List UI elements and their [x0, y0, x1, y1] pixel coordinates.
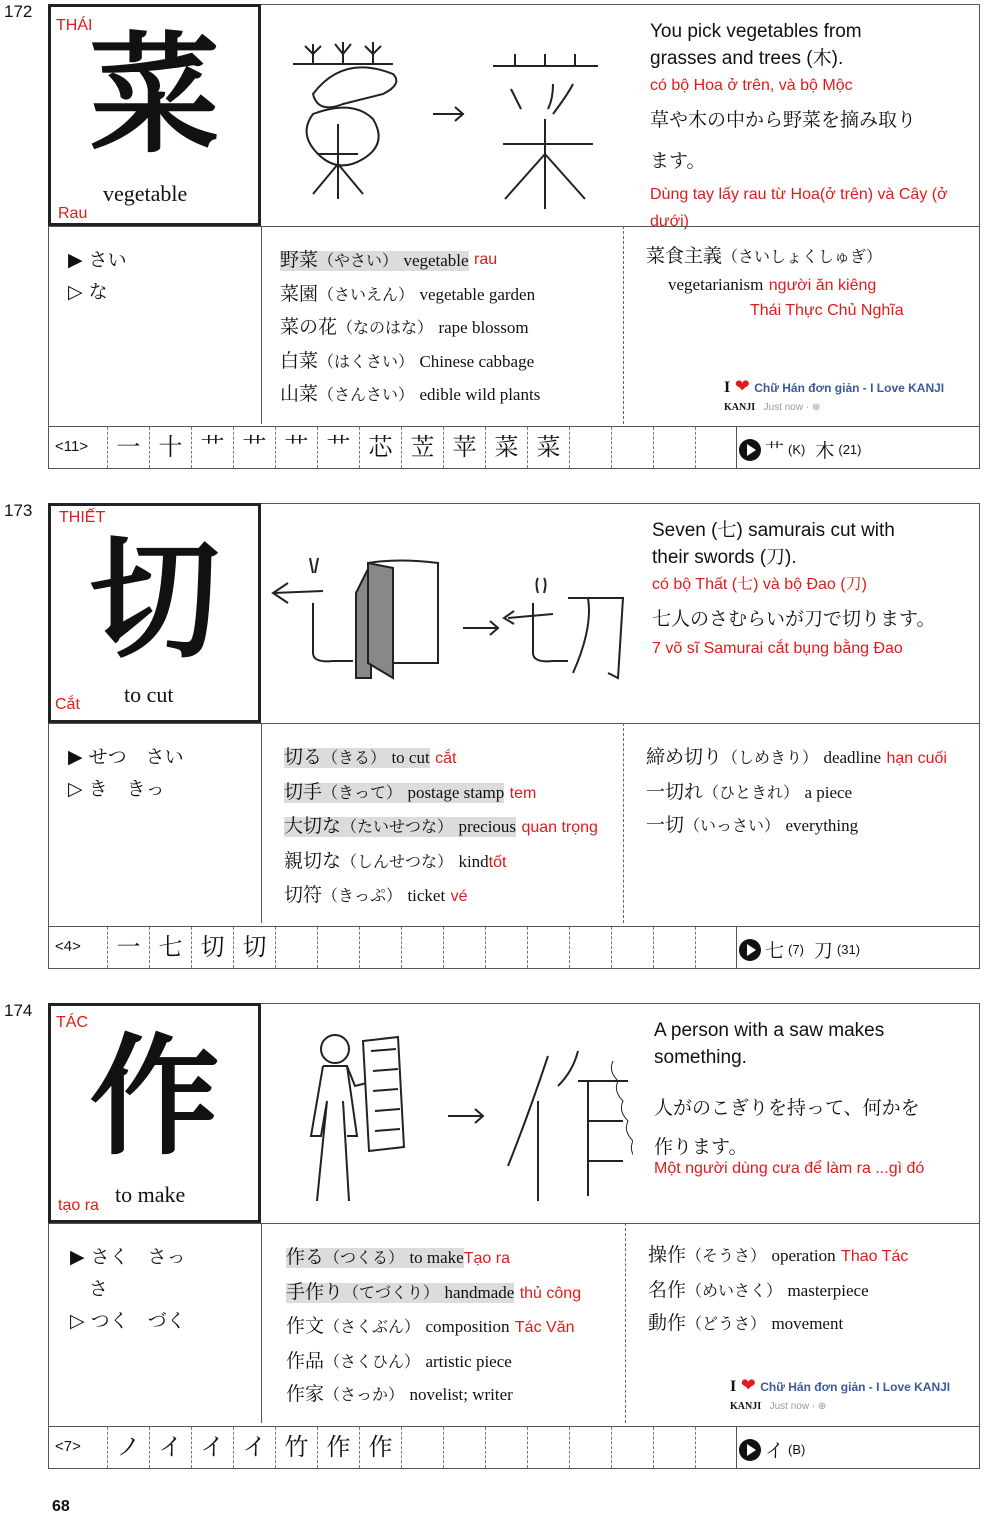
vocab-item	[646, 271, 904, 300]
vocab-english: movement	[771, 1314, 844, 1333]
stroke-step: 竹	[275, 1427, 317, 1468]
heart-icon: ❤	[734, 376, 750, 396]
vocab-english: handmade	[444, 1282, 515, 1302]
stroke-empty	[611, 427, 653, 468]
mnemonic-illustration	[293, 1021, 633, 1211]
vocab-english: vegetable garden	[419, 284, 536, 304]
stroke-empty	[695, 927, 737, 968]
play-icon[interactable]	[739, 939, 761, 961]
bottom-section-divider	[48, 226, 980, 227]
vocab-item	[280, 378, 540, 412]
vocab-word: 作る	[286, 1246, 325, 1268]
vietnamese-meaning: Rau	[58, 205, 88, 222]
stroke-empty	[485, 1427, 527, 1468]
mnemonic-description	[650, 18, 980, 235]
radical-2: 刀	[813, 940, 833, 962]
vocab-reading: （さっか）	[324, 1385, 405, 1404]
radical: 艹	[765, 440, 785, 462]
vocab-word: 名作	[648, 1278, 687, 1301]
vocab-item	[648, 1239, 908, 1274]
vocab-vietnamese: vé	[450, 888, 468, 905]
description-en-line2: grasses and trees (木).	[650, 48, 844, 69]
stroke-empty	[443, 927, 485, 968]
vocab-word: 動作	[648, 1312, 687, 1334]
vocab-word: 野菜	[280, 249, 319, 271]
stroke-step: 菜	[485, 427, 527, 468]
vocab-reading: （はくさい）	[318, 351, 415, 371]
stroke-empty	[443, 1427, 485, 1468]
vocab-vietnamese: tốt	[488, 853, 507, 871]
vocab-word: 白菜	[280, 349, 319, 372]
badge-timestamp: Just now · ⊕	[769, 1401, 827, 1412]
vietnamese-meaning: Cắt	[55, 696, 80, 713]
stroke-empty	[359, 927, 401, 968]
vocab-item	[280, 278, 540, 312]
radical: 七	[765, 940, 785, 962]
vocabulary-list-2	[648, 1239, 908, 1341]
vocab-word: 一切れ	[646, 780, 704, 803]
reading-on-2: さ	[70, 1278, 109, 1300]
readings	[70, 1241, 186, 1337]
stroke-step: イ	[149, 1427, 191, 1468]
reading-on: ▶ さい	[68, 249, 127, 271]
radical-info	[739, 936, 860, 963]
vietnamese-meaning: tạo ra	[58, 1197, 99, 1214]
vocab-word: 切符	[284, 884, 323, 906]
column-divider-dashed	[625, 1223, 626, 1423]
vocab-vietnamese: Tác Văn	[514, 1319, 575, 1336]
radical-info	[739, 1436, 805, 1463]
play-icon[interactable]	[739, 439, 761, 461]
bottom-section-divider	[48, 1223, 980, 1224]
stroke-count: <11>	[55, 438, 89, 455]
kanji-character: 切	[89, 523, 220, 676]
badge-kanji: KANJI	[730, 1401, 762, 1412]
vocab-reading: （さいえん）	[318, 284, 415, 304]
radical-code: (B)	[788, 1442, 806, 1457]
reading-on: ▶ せつ さい	[68, 746, 184, 768]
column-divider	[261, 226, 262, 424]
stroke-empty	[611, 927, 653, 968]
vocab-reading: （さくひん）	[324, 1351, 421, 1371]
vocab-vietnamese: thủ công	[519, 1284, 582, 1302]
vocab-item	[646, 741, 947, 776]
sino-vietnamese-label: THIẾT	[59, 509, 106, 526]
vocab-word: 大切な	[284, 815, 342, 837]
readings	[68, 741, 184, 805]
vocab-english: operation	[771, 1246, 836, 1265]
reading-kun: ▷ な	[68, 281, 108, 303]
stroke-empty	[611, 1427, 653, 1468]
vocab-reading: （さいしょくしゅぎ）	[722, 247, 883, 266]
vocab-item	[646, 809, 947, 843]
stroke-empty	[275, 927, 317, 968]
vocab-word: 親切な	[284, 849, 342, 872]
vocab-english: a piece	[804, 782, 853, 802]
stroke-step: 艹	[191, 427, 233, 468]
vocab-reading: （しめきり）	[722, 748, 819, 767]
vocabulary-list	[286, 1241, 581, 1412]
stroke-empty	[527, 927, 569, 968]
vocab-item	[284, 879, 598, 914]
vocab-vietnamese: rau	[473, 251, 498, 268]
stroke-step: 芯	[359, 427, 401, 468]
vocab-item	[648, 1307, 908, 1341]
badge-page-name: Chữ Hán đơn giản - I Love KANJI	[754, 381, 945, 395]
play-icon[interactable]	[739, 1439, 761, 1461]
stroke-step: イ	[233, 1427, 275, 1468]
stroke-empty	[485, 927, 527, 968]
reading-on: ▶ さく さっ	[70, 1246, 186, 1268]
vietnamese-note-2: Dùng tay lấy rau từ Hoa(ở trên) và Cây (ở dưới)	[650, 186, 948, 230]
bottom-section-divider	[48, 723, 980, 724]
vocab-reading: （そうさ）	[686, 1246, 767, 1265]
stroke-empty	[401, 927, 443, 968]
vocab-item	[646, 776, 947, 810]
stroke-empty	[653, 927, 695, 968]
badge-i: I	[730, 1378, 737, 1395]
vocabulary-list	[280, 244, 540, 412]
readings	[68, 244, 127, 308]
vocab-word: 操作	[648, 1244, 687, 1266]
stroke-empty	[317, 927, 359, 968]
vocab-reading: （てづくり）	[343, 1282, 440, 1302]
kanji-card-172	[4, 2, 980, 469]
vocabulary-list	[284, 741, 598, 914]
stroke-empty	[569, 1427, 611, 1468]
vocab-item	[284, 776, 598, 811]
english-meaning: to make	[115, 1182, 186, 1207]
vocab-reading: （たいせつな）	[341, 817, 454, 836]
badge-i: I	[724, 379, 731, 396]
stroke-step: 艹	[317, 427, 359, 468]
radical-info	[739, 436, 862, 463]
vocab-vietnamese: cắt	[435, 750, 457, 767]
mnemonic-description	[652, 517, 982, 662]
kanji-card-173	[4, 501, 980, 969]
stroke-empty	[527, 1427, 569, 1468]
vocab-english: Chinese cabbage	[419, 351, 535, 371]
description-jp-line2: ます。	[650, 150, 706, 172]
mnemonic-illustration	[283, 24, 623, 214]
vocab-vietnamese: quan trọng	[521, 819, 598, 836]
radical-code-2: (31)	[836, 942, 861, 957]
vocab-english: rape blossom	[438, 318, 529, 337]
vocab-word: 切る	[284, 746, 323, 768]
stroke-step: 苙	[401, 427, 443, 468]
kanji-box	[48, 1003, 261, 1223]
vocab-english: artistic piece	[425, 1351, 512, 1371]
kanji-box	[48, 4, 261, 226]
vocab-word: 山菜	[280, 383, 319, 405]
vocab-word: 菜食主義	[646, 245, 723, 267]
sino-vietnamese-label: TÁC	[56, 1014, 88, 1031]
vocab-word: 作家	[286, 1383, 325, 1405]
badge-page-name: Chữ Hán đơn giản - I Love KANJI	[760, 1380, 951, 1394]
english-meaning: vegetable	[103, 181, 188, 206]
stroke-empty	[569, 927, 611, 968]
vocab-vietnamese: tem	[509, 784, 537, 802]
stroke-step: ノ	[107, 1427, 149, 1468]
vocab-item	[646, 300, 904, 321]
entry-number: 174	[4, 1001, 33, 1020]
vocab-english: ticket	[407, 886, 446, 905]
vocab-word: 作品	[286, 1349, 325, 1372]
mnemonic-description	[654, 1017, 984, 1182]
stroke-empty	[569, 427, 611, 468]
vocab-english: kind	[458, 851, 489, 871]
stroke-step: 切	[233, 927, 275, 968]
vocab-reading: （きる）	[322, 748, 387, 767]
vocab-english: vegetable	[403, 251, 469, 270]
vocab-reading: （ひときれ）	[703, 782, 800, 802]
description-en-line2: their swords (刀).	[652, 547, 797, 568]
description-jp-line1: 七人のさむらいが刀で切ります。	[652, 608, 936, 630]
column-divider	[261, 723, 262, 923]
stroke-step: 一	[107, 427, 149, 468]
vocab-word: 一切	[646, 814, 685, 836]
vocab-english: postage stamp	[407, 782, 505, 802]
column-divider	[261, 1223, 262, 1423]
vocab-reading: （さんさい）	[318, 385, 415, 404]
badge-timestamp: Just now · ⊕	[763, 402, 821, 413]
stroke-step: 一	[107, 927, 149, 968]
vocab-english: deadline	[823, 748, 882, 767]
kanji-character: 作	[89, 1020, 220, 1173]
reading-kun: ▷ き きっ	[68, 778, 165, 800]
stroke-step: 艹	[275, 427, 317, 468]
vocabulary-list-2	[646, 741, 947, 843]
stroke-step: 十	[149, 427, 191, 468]
vocab-item	[286, 1276, 581, 1311]
vocab-item	[286, 1310, 581, 1345]
stroke-empty	[653, 427, 695, 468]
vocab-reading: （さくぶん）	[324, 1317, 421, 1336]
vocab-word: 手作り	[286, 1280, 344, 1303]
stroke-count: <4>	[55, 938, 81, 955]
stroke-step: 七	[149, 927, 191, 968]
vocab-vietnamese: hạn cuối	[886, 750, 947, 767]
vocab-item	[284, 810, 598, 845]
vocab-english: masterpiece	[787, 1280, 869, 1300]
stroke-order-row	[48, 426, 980, 469]
vietnamese-note-1: có bộ Thất (七) và bộ Đao (刀)	[652, 576, 867, 593]
stroke-step: 艹	[233, 427, 275, 468]
vocab-reading: （しんせつな）	[341, 851, 454, 871]
vocab-reading: （いっさい）	[684, 816, 781, 835]
description-en-line1: You pick vegetables from	[650, 21, 862, 42]
radical-code: (7)	[788, 942, 804, 957]
vocab-english: edible wild plants	[419, 385, 541, 404]
stroke-step: 苹	[443, 427, 485, 468]
radical-code-2: (21)	[838, 442, 862, 457]
badge-kanji: KANJI	[724, 402, 756, 413]
vocab-item	[646, 242, 904, 271]
stroke-step: 切	[191, 927, 233, 968]
sino-vietnamese-label: THÁI	[56, 17, 93, 34]
kanji-character: 菜	[89, 18, 220, 171]
english-meaning: to cut	[124, 682, 174, 707]
column-divider-dashed	[623, 723, 624, 923]
vocab-item	[286, 1241, 581, 1276]
vocab-reading: （きっぷ）	[322, 886, 403, 905]
vocab-reading: （つくる）	[324, 1248, 405, 1267]
entry-number: 173	[4, 501, 33, 520]
radical-code: (K)	[788, 442, 806, 457]
vocab-word: 菜園	[280, 282, 319, 305]
stroke-step: 菜	[527, 427, 569, 468]
description-en-line1: A person with a saw makes	[654, 1020, 885, 1041]
vocab-item	[280, 311, 540, 345]
vocab-item	[284, 741, 598, 776]
vocab-vietnamese: Thao Tác	[841, 1248, 909, 1265]
mnemonic-illustration	[268, 543, 628, 683]
vocab-reading: （なのはな）	[337, 318, 434, 337]
stroke-count: <7>	[55, 1438, 81, 1455]
vocab-vietnamese: Thái Thực Chủ Nghĩa	[750, 302, 904, 319]
vocab-reading: （きって）	[322, 782, 403, 802]
vocab-english: precious	[458, 817, 517, 836]
stroke-step: 作	[359, 1427, 401, 1468]
vietnamese-note-2: 7 võ sĩ Samurai cắt bụng bằng Đao	[652, 640, 903, 657]
vocab-reading: （めいさく）	[686, 1280, 783, 1300]
vocab-item	[280, 244, 540, 278]
kanji-card-174	[4, 1001, 980, 1469]
vocab-item	[280, 345, 540, 379]
vocab-english: novelist; writer	[409, 1385, 513, 1404]
vietnamese-note-2: Một người dùng cưa để làm ra ...gì đó	[654, 1160, 925, 1177]
description-jp-line1: 人がのこぎりを持って、何かを	[654, 1097, 920, 1119]
column-divider-dashed	[623, 226, 624, 424]
facebook-page-badge	[730, 1375, 950, 1414]
vocab-english: everything	[785, 816, 859, 835]
vocab-word: 切手	[284, 780, 323, 803]
stroke-step: 作	[317, 1427, 359, 1468]
vocab-word: 菜の花	[280, 316, 338, 338]
vocab-word: 締め切り	[646, 746, 723, 768]
vocabulary-list-2	[646, 242, 904, 321]
stroke-empty	[653, 1427, 695, 1468]
heart-icon: ❤	[740, 1375, 756, 1395]
vocab-english: to cut	[391, 748, 430, 767]
radical: イ	[765, 1440, 785, 1462]
reading-kun: ▷ つく づく	[70, 1310, 186, 1332]
vocab-vietnamese: Tạo ra	[463, 1250, 510, 1267]
vocab-english: composition	[425, 1317, 510, 1336]
description-en-line2: something.	[654, 1047, 747, 1068]
entry-number: 172	[4, 2, 33, 21]
stroke-step: イ	[191, 1427, 233, 1468]
description-jp-line2: 作ります。	[654, 1136, 748, 1158]
stroke-order-row	[48, 1426, 980, 1469]
vocab-item	[648, 1274, 908, 1308]
vocab-reading: （どうさ）	[686, 1314, 767, 1333]
description-en-line1: Seven (七) samurais cut with	[652, 520, 895, 541]
page-number: 68	[52, 1498, 70, 1515]
stroke-empty	[695, 427, 737, 468]
vocab-vietnamese: người ăn kiêng	[768, 277, 877, 294]
stroke-empty	[401, 1427, 443, 1468]
kanji-box	[48, 503, 261, 723]
vocab-reading: （やさい）	[318, 251, 399, 270]
vocab-item	[286, 1378, 581, 1412]
stroke-empty	[695, 1427, 737, 1468]
radical-2: 木	[815, 440, 835, 462]
vocab-item	[286, 1345, 581, 1379]
vocab-word: 作文	[286, 1315, 325, 1337]
facebook-page-badge	[724, 376, 944, 415]
vocab-english: to make	[409, 1248, 464, 1267]
stroke-order-row	[48, 926, 980, 969]
vocab-english: vegetarianism	[668, 275, 764, 294]
vocab-item	[284, 845, 598, 880]
description-jp-line1: 草や木の中から野菜を摘み取り	[650, 109, 917, 131]
vietnamese-note-1: có bộ Hoa ở trên, và bộ Mộc	[650, 77, 853, 94]
